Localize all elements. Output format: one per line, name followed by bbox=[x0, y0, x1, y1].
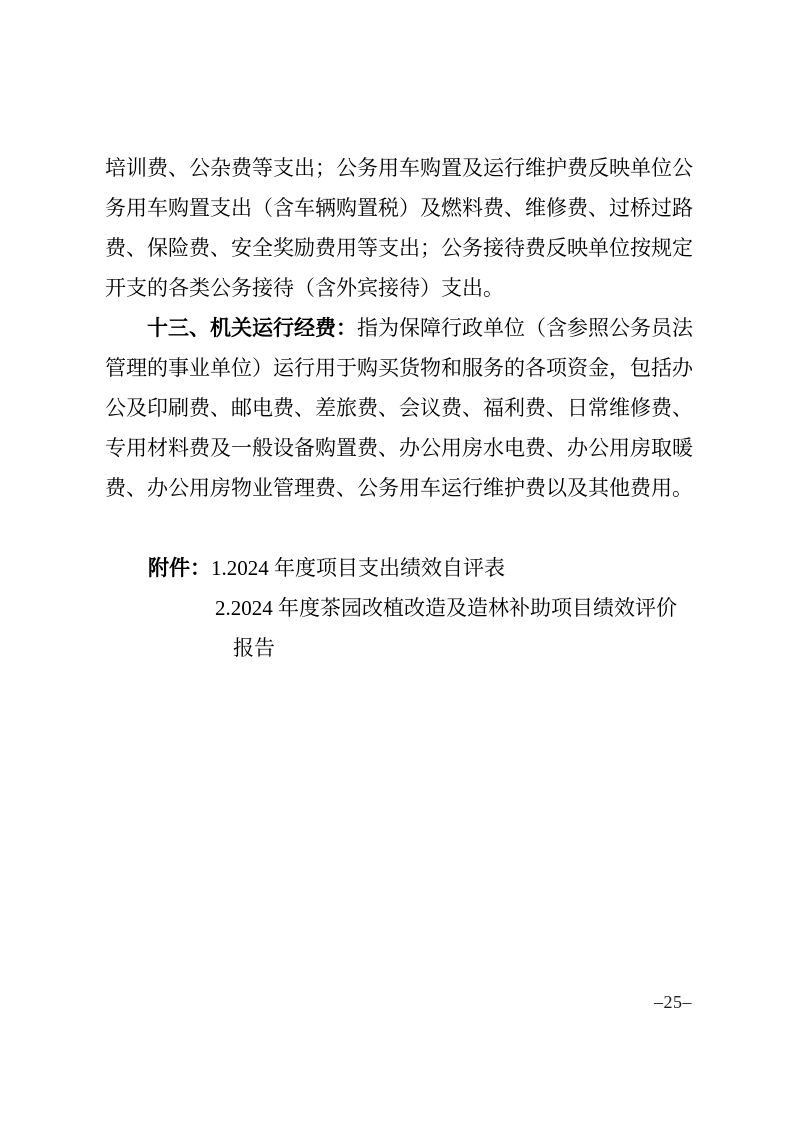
para1-line-4: 开支的各类公务接待（含外宾接待）支出。 bbox=[105, 276, 504, 300]
attachments-label: 附件： bbox=[148, 556, 211, 580]
attachment-item-2-line-1: 2.2024 年度茶园改植改造及造林补助项目绩效评价 bbox=[215, 596, 677, 620]
attachments-block bbox=[105, 548, 745, 668]
section-heading: 十三、机关运行经费： bbox=[147, 316, 357, 340]
para2-line-2: 管理的事业单位）运行用于购买货物和服务的各项资金，包括办 bbox=[105, 356, 693, 380]
attachment-item-2-line-2: 报告 bbox=[233, 636, 275, 660]
para2-line-5: 费、办公用房物业管理费、公务用车运行维护费以及其他费用。 bbox=[105, 476, 693, 500]
para2-line-1-text: 指为保障行政单位（含参照公务员法 bbox=[357, 316, 693, 340]
para1-line-3: 费、保险费、安全奖励费用等支出；公务接待费反映单位按规定 bbox=[105, 236, 693, 260]
attachment-item-1 bbox=[105, 548, 788, 588]
page-number: –25– bbox=[654, 992, 692, 1012]
para2-line-4: 专用材料费及一般设备购置费、办公用房水电费、办公用房取暖 bbox=[105, 436, 693, 460]
para1-line-1: 培训费、公杂费等支出；公务用车购置及运行维护费反映单位公 bbox=[105, 156, 693, 180]
para2-line-3: 公及印刷费、邮电费、差旅费、会议费、福利费、日常维修费、 bbox=[105, 396, 693, 420]
body-text-block bbox=[105, 148, 693, 508]
para1-line-2: 务用车购置支出（含车辆购置税）及燃料费、维修费、过桥过路 bbox=[105, 196, 693, 220]
attachment-item-1-text: 1.2024 年度项目支出绩效自评表 bbox=[211, 556, 505, 580]
para2-line-1 bbox=[105, 308, 693, 348]
